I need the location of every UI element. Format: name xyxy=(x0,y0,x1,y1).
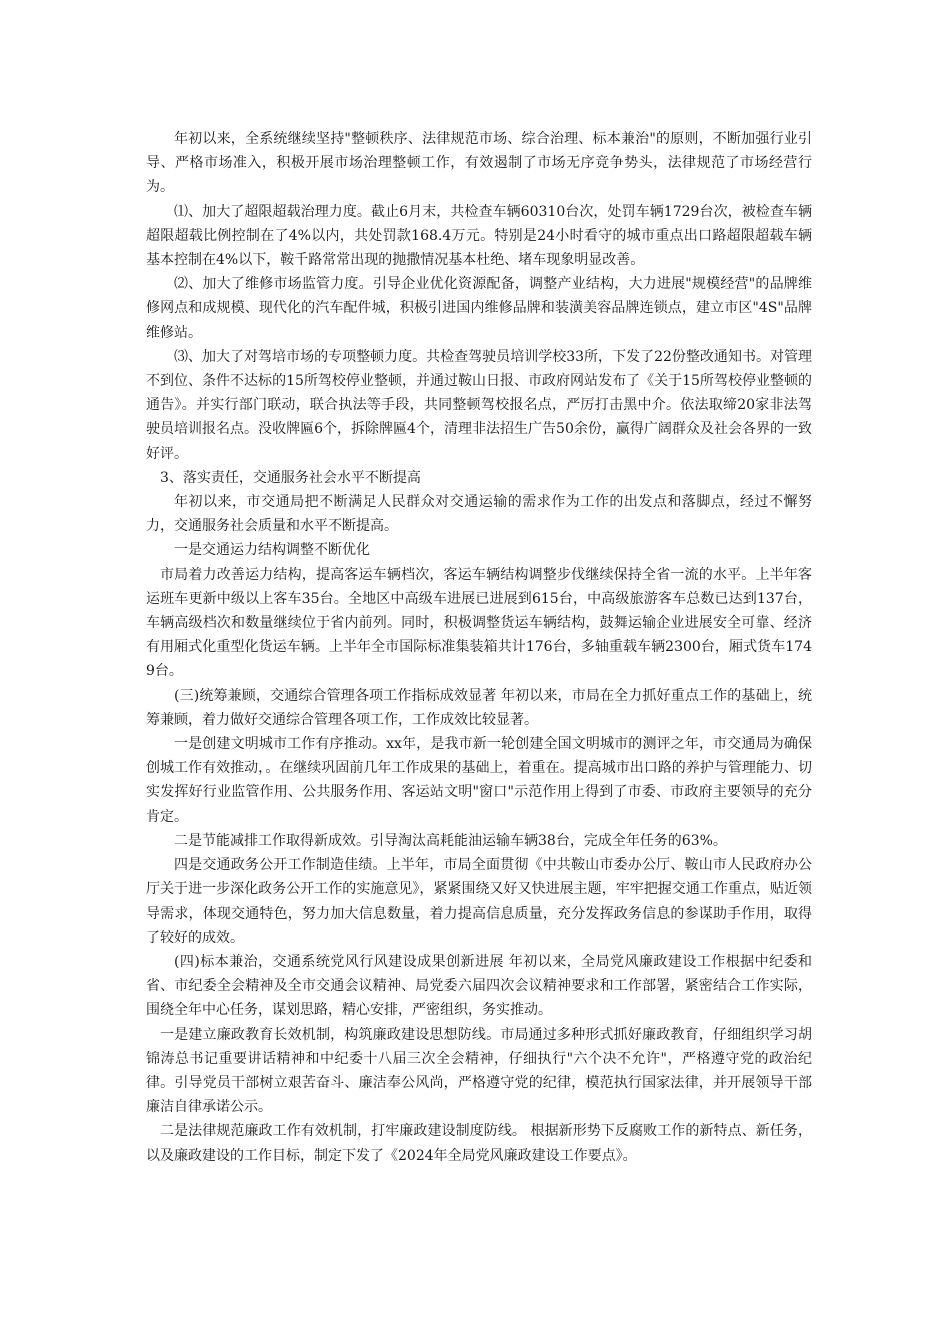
paragraph-civilized-city: 一是创建文明城市工作有序推动。xx年，是我市新一轮创建全国文明城市的测评之年，市交通局为确保创城工作有效推动，。在继续巩固前几年工作成果的基础上，着重在。提高城市出口路的养护与管理能力、切实发挥好行业监管作用、公共服务作用、客运站文明"窗口"示范作用上得到了市委、市政府主要领导的充分肯定。 xyxy=(146,736,812,825)
paragraph-section-san: (三)统筹兼顾，交通综合管理各项工作指标成效显著 年初以来，市局在全力抓好重点工作的基础上，统筹兼顾，着力做好交通综合管理各项工作，工作成效比较显著。 xyxy=(146,687,812,728)
paragraph-integrity-education: 一是建立廉政教育长效机制，构筑廉政建设思想防线。市局通过多种形式抓好廉政教育，仔细组织学习胡锦涛总书记重要讲话精神和中纪委十八届三次全会精神，仔细执行"六个决不允许"，严格遵守党的政治纪律。引导党员干部树立艰苦奋斗、廉洁奉公风尚，严格遵守党的纪律，模范执行国家法律，并开展领导干部廉洁自律承诺公示。 xyxy=(146,1026,812,1116)
section-heading-3: 3、落实责任，交通服务社会水平不断提高 xyxy=(160,469,421,486)
subheading-transport-capacity: 一是交通运力结构调整不断优化 xyxy=(174,542,370,559)
paragraph-item-1: ⑴、加大了超限超载治理力度。截止6月末，共检查车辆60310台次，处罚车辆1729台次，被检查车辆超限超载比例控制在了4%以内，共处罚款168.4万元。特别是24小时看守的城市重点出口路超限超载车辆基本控制在4%以下，鞍千路常常出现的抛撒情况基本杜绝、堵车现象明显改善。 xyxy=(146,203,812,269)
paragraph-transport-capacity: 市局着力改善运力结构，提高客运车辆档次，客运车辆结构调整步伐继续保持全省一流的水平。上半年客运班车更新中级以上客车35台。全地区中高级车进展已进展到615台，中高级旅游客车总数已达到137台，车辆高级档次和数量继续位于省内前列。同时，积极调整货运车辆结构，鼓舞运输企业进展安全可靠、经济有用厢式化重型化货运车辆。上半年全市国际标准集装箱共计176台，多轴重载车辆2300台，厢式货车1749台。 xyxy=(146,566,812,680)
paragraph-item-3: ⑶、加大了对驾培市场的专项整顿力度。共检查驾驶员培训学校33所，下发了22份整改通知书。对管理不到位、条件不达标的15所驾校停业整顿，并通过鞍山日报、市政府网站发布了《关于15所驾校停业整顿的通告》。并实行部门联动，联合执法等手段，共同整顿驾校报名点，严厉打击黑中介。依法取缔20家非法驾驶员培训报名点。没收牌匾6个，拆除牌匾4个，清理非法招生广告50余份，赢得广阔群众及社会各界的一致好评。 xyxy=(146,348,812,462)
paragraph-intro: 年初以来，全系统继续坚持"整顿秩序、法律规范市场、综合治理、标本兼治"的原则，不断加强行业引导、严格市场准入，积极开展市场治理整顿工作，有效遏制了市场无序竞争势头，法律规范了市场经营行为。 xyxy=(146,131,812,196)
paragraph-government-affairs: 四是交通政务公开工作制造佳绩。上半年，市局全面贯彻《中共鞍山市委办公厅、鞍山市人民政府办公厅关于进一步深化政务公开工作的实施意见》，紧紧围绕又好又快进展主题，牢牢把握交通工作重点，贴近领导需求，体现交通特色，努力加大信息数量，着力提高信息质量，充分发挥政务信息的参谋助手作用，取得了较好的成效。 xyxy=(146,857,812,946)
paragraph-section-3-intro: 年初以来，市交通局把不断满足人民群众对交通运输的需求作为工作的出发点和落脚点，经过不懈努力，交通服务社会质量和水平不断提高。 xyxy=(146,494,812,535)
document-page xyxy=(146,127,812,1168)
paragraph-section-si: (四)标本兼治，交通系统党风行风建设成果创新进展 年初以来，全局党风廉政建设工作根据中纪委和省、市纪委全会精神及全市交通会议精神、局党委六届四次会议精神要求和工作部署，紧密结合工作实际，围绕全年中心任务，谋划思路，精心安排，严密组织，务实推动。 xyxy=(146,953,812,1019)
paragraph-integrity-mechanism: 二是法律规范廉政工作有效机制，打牢廉政建设制度防线。 根据新形势下反腐败工作的新特点、新任务，以及廉政建设的工作目标，制定下发了《2024年全局党风廉政建设工作要点》。 xyxy=(146,1123,812,1164)
paragraph-item-2: ⑵、加大了维修市场监管力度。引导企业优化资源配备，调整产业结构，大力进展"规模经营"的品牌维修网点和成规模、现代化的汽车配件城，积极引进国内维修品牌和装潢美容品牌连锁点，建立市区"4S"品牌维修站。 xyxy=(146,276,812,341)
paragraph-energy-saving: 二是节能减排工作取得新成效。引导淘汰高耗能油运输车辆38台，完成全年任务的63%。 xyxy=(174,832,727,849)
